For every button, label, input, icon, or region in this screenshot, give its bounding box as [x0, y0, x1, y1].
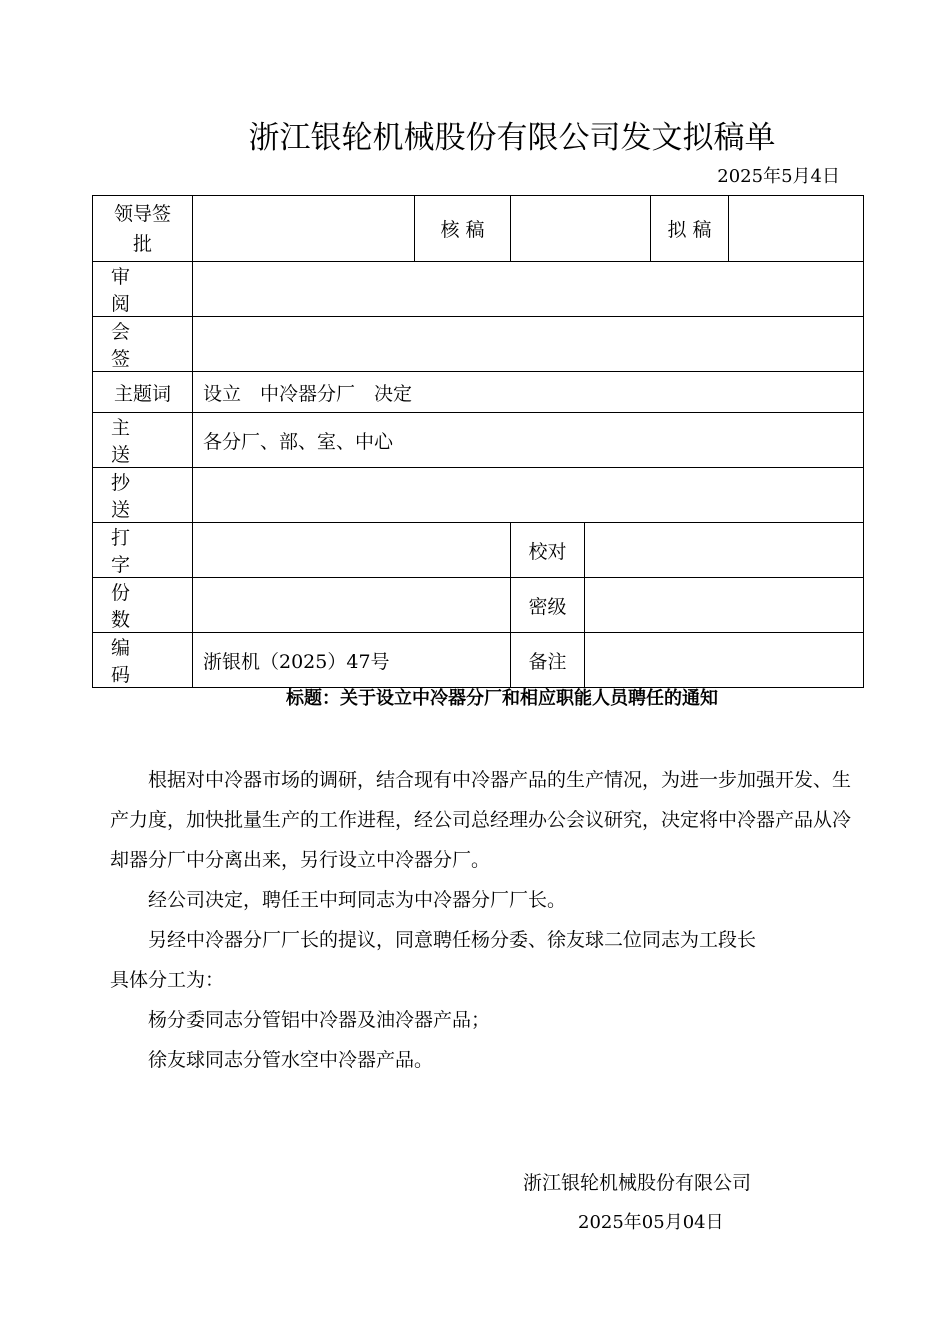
body-paragraph: 经公司决定，聘任王中珂同志为中冷器分厂厂长。	[148, 889, 567, 911]
countersign-field[interactable]	[193, 317, 864, 372]
proofread-label: 校对	[511, 523, 585, 578]
proofread-field[interactable]	[585, 523, 864, 578]
cc-label: 抄送	[93, 468, 193, 523]
leader-sign-label: 领导签批	[93, 196, 193, 262]
code-field[interactable]: 浙银机（2025）47号	[193, 633, 511, 688]
body-paragraph: 另经中冷器分厂厂长的提议，同意聘任杨分委、徐友球二位同志为工段长	[148, 929, 757, 951]
countersign-label: 会签	[93, 317, 193, 372]
send-to-field[interactable]: 各分厂、部、室、中心	[193, 413, 864, 468]
body-paragraph: 具体分工为：	[110, 969, 225, 991]
document-title: 浙江银轮机械股份有限公司发文拟稿单	[248, 120, 776, 156]
table-row	[93, 196, 864, 262]
remarks-field[interactable]	[585, 633, 864, 688]
table-row	[93, 633, 864, 688]
typing-field[interactable]	[193, 523, 511, 578]
signature-date: 2025年05月04日	[578, 1212, 724, 1233]
table-row	[93, 578, 864, 633]
leader-sign-field[interactable]	[193, 196, 415, 262]
table-row	[93, 413, 864, 468]
keywords-field[interactable]: 设立 中冷器分厂 决定	[193, 372, 864, 413]
security-field[interactable]	[585, 578, 864, 633]
security-label: 密级	[511, 578, 585, 633]
assignment-item: 杨分委同志分管铝中冷器及油冷器产品；	[148, 1009, 491, 1031]
assignment-item: 徐友球同志分管水空中冷器产品。	[148, 1049, 434, 1071]
notice-body	[110, 760, 855, 1080]
table-row	[93, 372, 864, 413]
code-label: 编码	[93, 633, 193, 688]
read-label: 审阅	[93, 262, 193, 317]
table-row	[93, 317, 864, 372]
review-draft-label: 核 稿	[415, 196, 511, 262]
signature-organization: 浙江银轮机械股份有限公司	[523, 1172, 752, 1194]
table-row	[93, 262, 864, 317]
draft-field[interactable]	[729, 196, 864, 262]
table-row	[93, 468, 864, 523]
draft-form-table	[92, 195, 864, 688]
copies-field[interactable]	[193, 578, 511, 633]
table-row	[93, 523, 864, 578]
cc-field[interactable]	[193, 468, 864, 523]
draft-label: 拟 稿	[651, 196, 729, 262]
read-field[interactable]	[193, 262, 864, 317]
copies-label: 份数	[93, 578, 193, 633]
body-paragraph: 根据对中冷器市场的调研，结合现有中冷器产品的生产情况，为进一步加强开发、生产力度，加快批量生产的工作进程，经公司总经理办公会议研究，决定将中冷器产品从冷却器分厂中分离出来，另行设立中冷器分厂。	[110, 769, 852, 871]
notice-subject: 标题：关于设立中冷器分厂和相应职能人员聘任的通知	[286, 688, 718, 709]
send-to-label: 主送	[93, 413, 193, 468]
review-draft-field[interactable]	[511, 196, 651, 262]
draft-date: 2025年5月4日	[717, 166, 840, 187]
remarks-label: 备注	[511, 633, 585, 688]
keywords-label: 主题词	[93, 372, 193, 413]
typing-label: 打字	[93, 523, 193, 578]
